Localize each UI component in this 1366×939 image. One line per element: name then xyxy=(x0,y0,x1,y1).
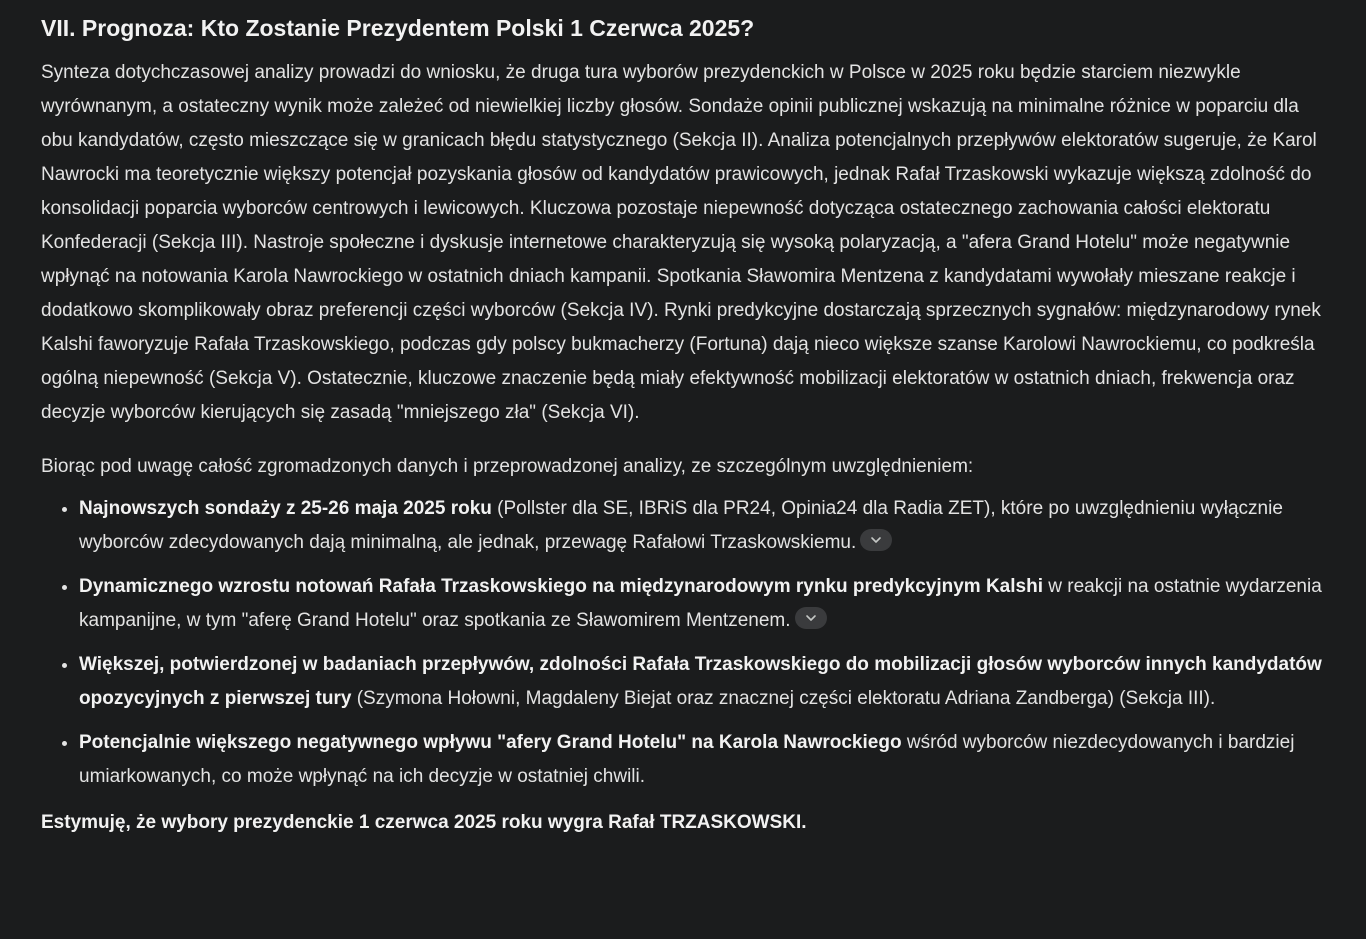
list-item xyxy=(79,726,1331,794)
list-item-text: (Pollster dla SE, IBRiS dla PR24, Opinia24 dla Radia ZET), które po uwzględnieniu wyłącznie wyborców zdecydowanych dają minimalną, ale jednak, przewagę Rafałowi Trzaskowskiemu. xyxy=(79,498,1283,553)
conclusion: Estymuję, że wybory prezydenckie 1 czerwca 2025 roku wygra Rafał TRZASKOWSKI. xyxy=(41,812,807,833)
chevron-down-icon xyxy=(805,613,817,623)
summary-paragraph: Synteza dotychczasowej analizy prowadzi do wniosku, że druga tura wyborów prezydenckich w Polsce w 2025 roku będzie starciem niezwykle wyrównanym, a ostateczny wynik może zależeć od niewielkiej liczby głosów. Sondaże opinii publicznej wskazują na minimalne różnice w poparciu dla obu kandydatów, często mieszczące się w granicach błędu statystycznego (Sekcja II). Analiza potencjalnych przepływów elektoratów sugeruje, że Karol Nawrocki ma teoretycznie większy potencjał pozyskania głosów od kandydatów prawicowych, jednak Rafał Trzaskowski wykazuje większą zdolność do konsolidacji poparcia wyborców centrowych i lewicowych. Kluczowa pozostaje niepewność dotycząca ostatecznego zachowania całości elektoratu Konfederacji (Sekcja III). Nastroje społeczne i dyskusje internetowe charakteryzują się wysoką polaryzacją, a "afera Grand Hotelu" może negatywnie wpłynąć na notowania Karola Nawrockiego w ostatnich dniach kampanii. Spotkania Sławomira Mentzena z kandydatami wywołały mieszane reakcje i dodatkowo skomplikowały obraz preferencji części wyborców (Sekcja IV). Rynki predykcyjne dostarczają sprzecznych sygnałów: międzynarodowy rynek Kalshi faworyzuje Rafała Trzaskowskiego, podczas gdy polscy bukmacherzy (Fortuna) dają nieco większe szanse Karolowi Nawrockiemu, co podkreśla ogólną niepewność (Sekcja V). Ostatecznie, kluczowe znaczenie będą miały efektywność mobilizacji elektoratów w ostatnich dniach, frekwencja oraz decyzje wyborców kierujących się zasadą "mniejszego zła" (Sekcja VI). xyxy=(41,62,1321,423)
chevron-down-icon xyxy=(870,535,882,545)
source-expand-button[interactable] xyxy=(795,607,827,629)
list-item-heading: Większej, potwierdzonej w badaniach przepływów, zdolności Rafała Trzaskowskiego do mobilizacji głosów wyborców innych kandydatów opozycyjnych z pierwszej tury xyxy=(79,654,1322,709)
key-factors-list xyxy=(41,492,1331,794)
source-expand-button[interactable] xyxy=(860,529,892,551)
list-item-heading: Potencjalnie większego negatywnego wpływu "afery Grand Hotelu" na Karola Nawrockiego xyxy=(79,732,902,753)
list-item xyxy=(79,492,1331,560)
list-item-text: wśród wyborców niezdecydowanych i bardziej umiarkowanych, co może wpłynąć na ich decyzje w ostatniej chwili. xyxy=(79,732,1295,787)
list-item-heading: Dynamicznego wzrostu notowań Rafała Trzaskowskiego na międzynarodowym rynku predykcyjnym Kalshi xyxy=(79,576,1043,597)
list-item-heading: Najnowszych sondaży z 25-26 maja 2025 roku xyxy=(79,498,492,519)
list-item xyxy=(79,570,1331,638)
list-item-text: (Szymona Hołowni, Magdaleny Biejat oraz znacznej części elektoratu Adriana Zandberga) (Sekcja III). xyxy=(351,688,1216,709)
section-title: VII. Prognoza: Kto Zostanie Prezydentem Polski 1 Czerwca 2025? xyxy=(41,15,755,41)
response-content xyxy=(41,12,1331,840)
intro-paragraph: Biorąc pod uwagę całość zgromadzonych danych i przeprowadzonej analizy, ze szczególnym uwzględnieniem: xyxy=(41,456,974,477)
list-item xyxy=(79,648,1331,716)
list-item-text: w reakcji na ostatnie wydarzenia kampanijne, w tym "aferę Grand Hotelu" oraz spotkania ze Sławomirem Mentzenem. xyxy=(79,576,1322,631)
